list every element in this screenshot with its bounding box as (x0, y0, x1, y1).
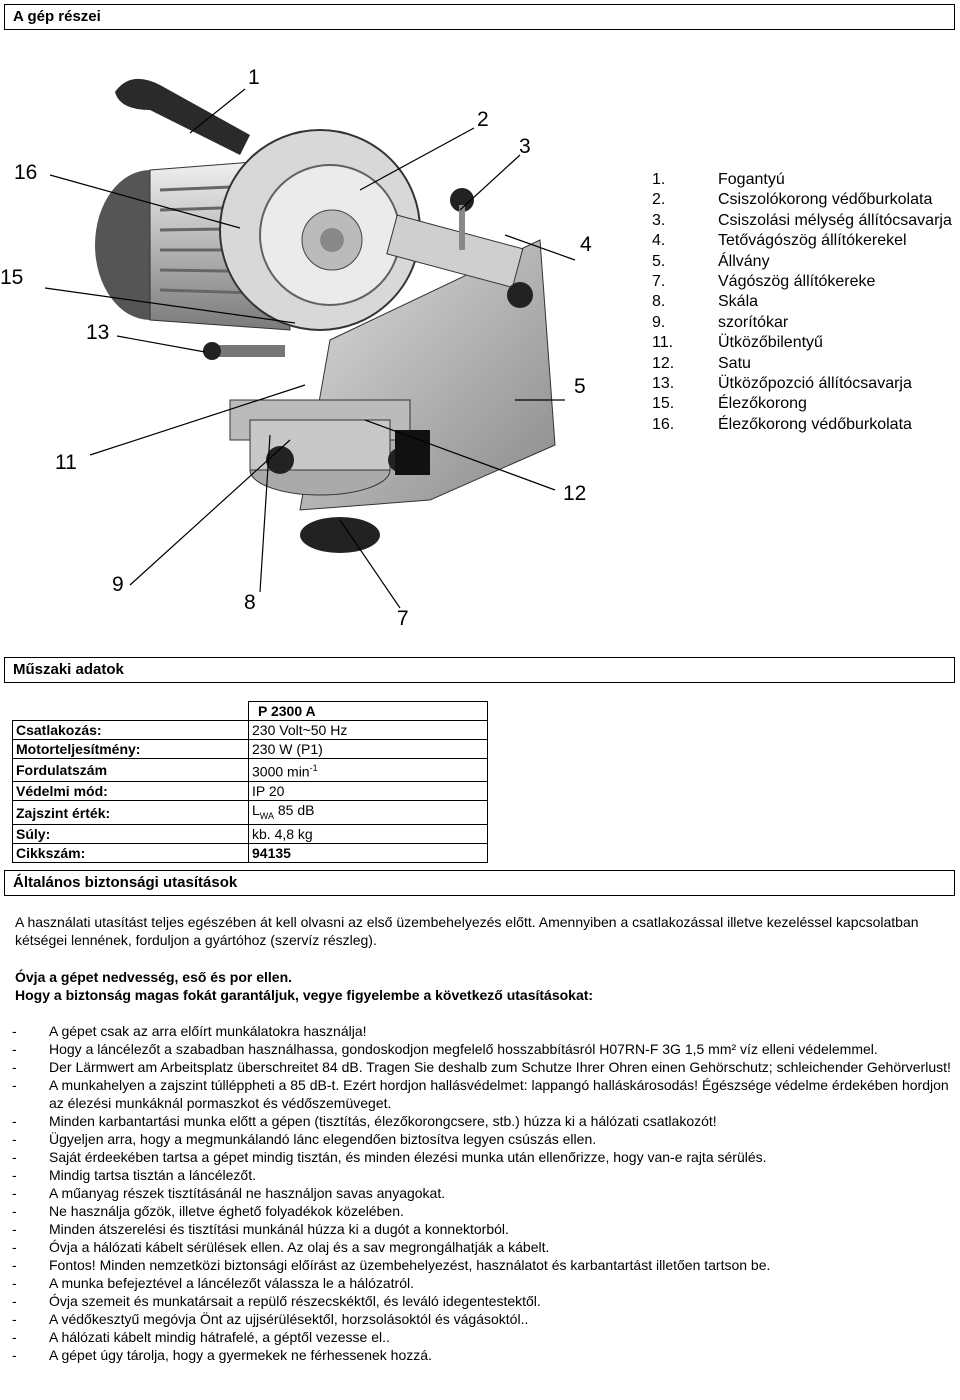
safety-rules-list (12, 1022, 952, 1364)
parts-list-item (652, 354, 960, 374)
callout-4: 4 (580, 233, 592, 256)
parts-list-item (652, 170, 960, 190)
machine-figure (0, 40, 620, 640)
callout-2: 2 (477, 108, 489, 131)
bullet-dash: - (12, 1203, 17, 1219)
safety-rule (12, 1076, 952, 1112)
parts-list-item (652, 292, 960, 312)
callout-16: 16 (14, 161, 38, 184)
intro-paragraph: A használati utasítást teljes egészében át kell olvasni az első üzembehelyezés előtt. Amennyiben a csatlakozással illetve kezeléssel kapcsolatban kétségei lennének, forduljon a gyártóhoz (szervíz részleg). (15, 914, 919, 948)
spec-table (12, 701, 488, 863)
part-number: 1. (652, 171, 666, 188)
callout-3: 3 (519, 135, 531, 158)
parts-list-item (652, 313, 960, 333)
section-header-safety: Általános biztonsági utasítások (4, 870, 955, 896)
safety-rule-text: A gépet csak az arra előírt munkálatokra használja! (49, 1023, 367, 1039)
bullet-dash: - (12, 1347, 17, 1363)
bullet-dash: - (12, 1257, 17, 1273)
part-number: 7. (652, 273, 666, 291)
handle (115, 79, 250, 155)
bullet-dash: - (12, 1293, 17, 1309)
part-number: 15. (652, 395, 675, 413)
callout-8: 8 (244, 591, 256, 614)
part-label: Csiszolókorong védőburkolata (718, 191, 933, 209)
parts-list-item (652, 211, 960, 231)
safety-rule-text: A védőkesztyű megóvja Önt az ujjsérülésektől, horzsolásoktól és vágásoktól.. (49, 1311, 529, 1327)
parts-list-item (652, 333, 960, 353)
callout-12: 12 (563, 482, 587, 505)
safety-rule-text: Ne használja gőzök, illetve éghető folyadékok közelében. (49, 1203, 404, 1219)
part-number: 13. (652, 375, 675, 393)
safety-rule-text: A műanyag részek tisztításánál ne használjon savas anyagokat. (49, 1185, 446, 1201)
safety-rule (12, 1220, 952, 1238)
bullet-dash: - (12, 1311, 17, 1327)
bullet-dash: - (12, 1041, 17, 1057)
spec-row: Védelmi mód: IP 20 (13, 781, 488, 800)
safety-rule (12, 1184, 952, 1202)
safety-rule (12, 1148, 952, 1166)
part-label: Ütközőbilentyű (718, 334, 823, 352)
callout-13: 13 (86, 321, 110, 344)
spec-row: Csatlakozás: 230 Volt~50 Hz (13, 721, 488, 740)
safety-rule-text: A munkahelyen a zajszint túlléppheti a 85 dB-t. Ezért hordjon hallásvédelmet: lappangó halláskárosodás! Égészsége védelme érdekében hordjon az élezési munkáknál pormaszkot és védőszemüveget. (49, 1077, 949, 1111)
parts-list-item (652, 272, 960, 292)
safety-rule (12, 1166, 952, 1184)
part-label: Csiszolási mélység állítócsavarja (718, 211, 952, 229)
parts-list-item (652, 415, 960, 435)
safety-rule (12, 1130, 952, 1148)
safety-rule-text: Óvja a hálózati kábelt sérülések ellen. Az olaj és a sav megrongálhatják a kábelt. (49, 1239, 550, 1255)
bullet-dash: - (12, 1077, 17, 1093)
bullet-dash: - (12, 1329, 17, 1345)
safety-rule (12, 1238, 952, 1256)
parts-list-item (652, 252, 960, 272)
safety-rule (12, 1058, 952, 1076)
safety-rule (12, 1274, 952, 1292)
part-label: Élezőkorong (718, 395, 807, 413)
parts-list-item (652, 374, 960, 394)
part-number: 2. (652, 191, 666, 209)
section-header-specs: Műszaki adatok (4, 657, 955, 683)
bullet-dash: - (12, 1059, 17, 1075)
callout-11: 11 (55, 451, 77, 474)
part-label: Skála (718, 293, 759, 311)
part-label: szorítókar (718, 313, 789, 331)
part-number: 3. (652, 211, 666, 229)
spec-row: Motorteljesítmény: 230 W (P1) (13, 740, 488, 759)
safety-rule-text: Saját érdeekében tartsa a gépet mindig tisztán, és minden élezési munka után ellenőrizze, hogy van-e rajta sérülés. (49, 1149, 767, 1165)
part-label: Ütközőpozció állítócsavarja (718, 375, 912, 393)
callout-15: 15 (0, 266, 24, 289)
safety-rule-text: Der Lärmwert am Arbeitsplatz überschreitet 84 dB. Tragen Sie deshalb zum Schutze Ihrer Ohren einen Gehörschutz; schleichender Gehörverlust! (49, 1059, 951, 1075)
part-label: Satu (718, 354, 751, 372)
part-label: Állvány (718, 252, 770, 270)
warning-moisture: Óvja a gépet nedvesség, eső és por ellen. (15, 969, 293, 985)
safety-rule-text: Minden karbantartási munka előtt a gépen (tisztítás, élezőkorongcsere, stb.) húzza ki a hálózati csatlakozót! (49, 1113, 717, 1129)
part-number: 11. (652, 334, 674, 352)
safety-rule-text: Mindig tartsa tisztán a láncélezőt. (49, 1167, 256, 1183)
safety-rule (12, 1202, 952, 1220)
bullet-dash: - (12, 1275, 17, 1291)
safety-rule (12, 1112, 952, 1130)
safety-rule (12, 1328, 952, 1346)
spec-row: Súly: kb. 4,8 kg (13, 825, 488, 844)
safety-rule (12, 1256, 952, 1274)
bullet-dash: - (12, 1221, 17, 1237)
safety-rule-text: Óvja szemeit és munkatársait a repülő részecskéktől, és leváló idegentestektől. (49, 1293, 541, 1309)
parts-list-item (652, 231, 960, 251)
part-label: Élezőkorong védőburkolata (718, 415, 912, 433)
part-number: 16. (652, 415, 675, 433)
bullet-dash: - (12, 1239, 17, 1255)
bullet-dash: - (12, 1023, 17, 1039)
parts-list (652, 170, 960, 435)
bullet-dash: - (12, 1113, 17, 1129)
part-label: Fogantyú (718, 171, 785, 188)
part-label: Vágószög állítókereke (718, 273, 876, 291)
spec-model: P 2300 A (249, 702, 488, 721)
bullet-dash: - (12, 1185, 17, 1201)
part-number: 4. (652, 232, 666, 250)
part-number: 9. (652, 313, 666, 331)
safety-rule-text: Minden átszerelési és tisztítási munkánál húzza ki a dugót a konnektorból. (49, 1221, 509, 1237)
safety-rule (12, 1292, 952, 1310)
warning-instructions: Hogy a biztonság magas fokát garantáljuk, vegye figyelembe a következő utasításokat: (15, 987, 594, 1003)
spec-row: Cikkszám: 94135 (13, 844, 488, 863)
safety-rule (12, 1310, 952, 1328)
safety-rule-text: Hogy a láncélezőt a szabadban használhassa, gondoskodjon megfelelő hosszabbításról H07RN-F 3G 1,5 mm² víz elleni védelemmel. (49, 1041, 878, 1057)
safety-rule-text: A hálózati kábelt mindig hátrafelé, a géptől vezesse el.. (49, 1329, 390, 1345)
parts-list-item (652, 394, 960, 414)
part-label: Tetővágószög állítókerekel (718, 232, 907, 250)
callout-7: 7 (397, 607, 409, 630)
callout-1: 1 (248, 66, 260, 89)
bullet-dash: - (12, 1149, 17, 1165)
callout-9: 9 (112, 573, 124, 596)
section-header-parts: A gép részei (4, 4, 955, 30)
safety-rule (12, 1346, 952, 1364)
part-number: 12. (652, 354, 675, 372)
parts-list-item (652, 190, 960, 210)
safety-rule-text: A gépet úgy tárolja, hogy a gyermekek ne férhessenek hozzá. (49, 1347, 432, 1363)
bullet-dash: - (12, 1131, 17, 1147)
spec-row: Zajszint érték: $L_{WA}$ 85 dB (13, 800, 488, 825)
safety-rule-text: Fontos! Minden nemzetközi biztonsági előírást az üzembehelyezést, használatot és karbantartást illetően tartson be. (49, 1257, 771, 1273)
part-number: 5. (652, 252, 666, 270)
safety-rule (12, 1022, 952, 1040)
part-number: 8. (652, 293, 666, 311)
safety-rule-text: Ügyeljen arra, hogy a megmunkálandó lánc elegendően biztosítva legyen csúszás ellen. (49, 1131, 597, 1147)
callout-5: 5 (574, 375, 586, 398)
bullet-dash: - (12, 1167, 17, 1183)
spec-row: Fordulatszám 3000 $\min^{-1}$ (13, 759, 488, 782)
safety-rule-text: A munka befejeztével a láncélezőt válassza le a hálózatról. (49, 1275, 414, 1291)
safety-rule (12, 1040, 952, 1058)
